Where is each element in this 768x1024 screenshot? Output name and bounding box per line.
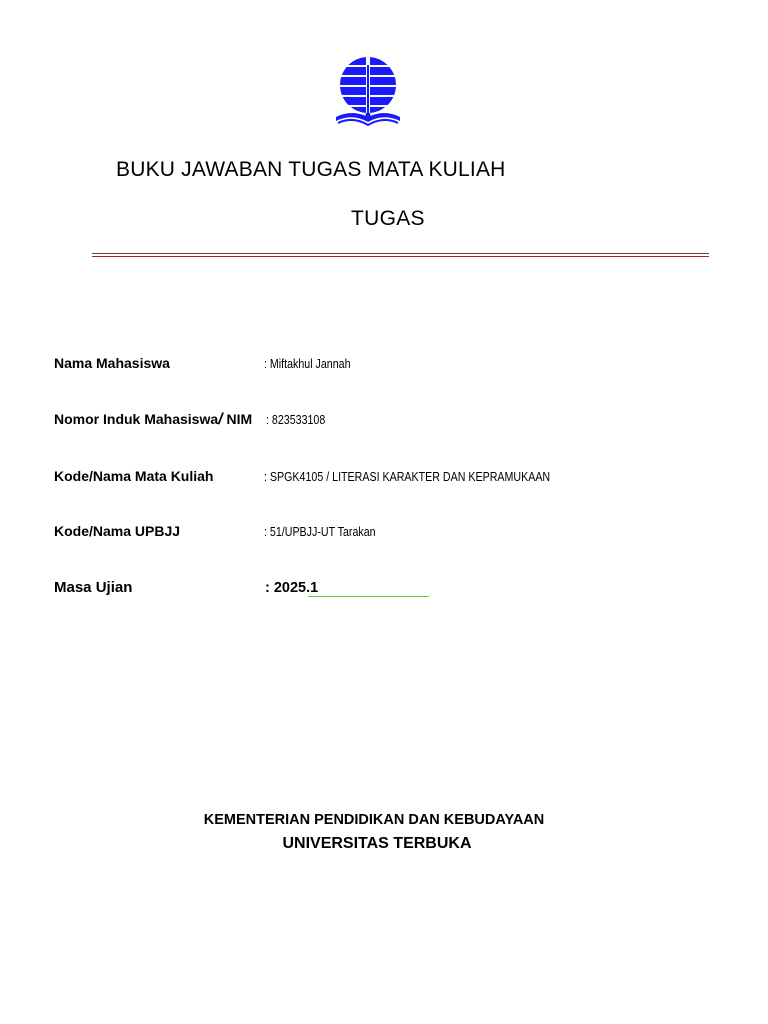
nim-slash: / — [218, 411, 223, 428]
ministry-name: KEMENTERIAN PENDIDIKAN DAN KEBUDAYAAN — [203, 812, 545, 828]
masa-value: : 2025.1 — [265, 580, 319, 596]
university-name: UNIVERSITAS TERBUKA — [282, 835, 472, 852]
university-logo-icon — [334, 55, 402, 127]
nama-value: : Miftakhul Jannah — [264, 356, 351, 371]
header-divider — [92, 253, 709, 257]
masa-label: Masa Ujian — [54, 579, 133, 596]
nim-label-suffix: NIM — [222, 411, 253, 427]
document-title: BUKU JAWABAN TUGAS MATA KULIAH — [116, 158, 506, 181]
nim-label-text: Nomor Induk Mahasiswa — [54, 411, 219, 427]
masa-underline — [308, 596, 429, 597]
nama-label: Nama Mahasiswa — [54, 355, 170, 371]
nim-value: : 823533108 — [266, 412, 326, 427]
upbjj-value: : 51/UPBJJ-UT Tarakan — [264, 524, 376, 539]
document-subtitle: TUGAS — [351, 207, 425, 230]
matkul-label: Kode/Nama Mata Kuliah — [54, 468, 214, 484]
nim-label — [54, 411, 252, 429]
upbjj-label: Kode/Nama UPBJJ — [54, 523, 181, 539]
matkul-value: : SPGK4105 / LITERASI KARAKTER DAN KEPRAMUKAAN — [264, 469, 551, 484]
